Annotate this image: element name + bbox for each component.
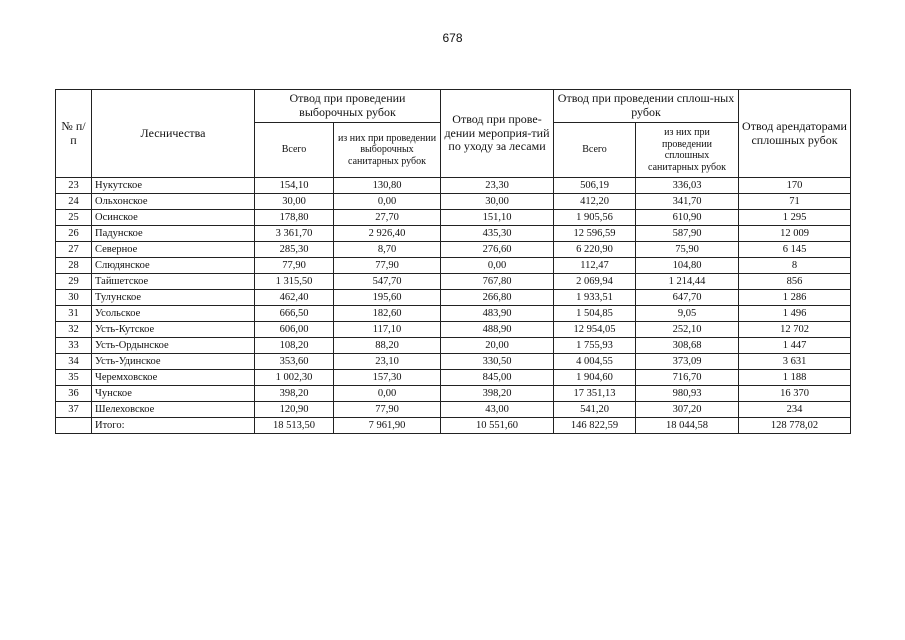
header-clear-group: Отвод при проведении сплош-ных рубок xyxy=(554,90,739,123)
selective-total: 606,00 xyxy=(255,322,334,338)
selective-total: 108,20 xyxy=(255,338,334,354)
selective-sanitary: 157,30 xyxy=(334,370,441,386)
selective-total: 18 513,50 xyxy=(255,418,334,434)
forestry-name: Итого: xyxy=(92,418,255,434)
forestry-allotment-table xyxy=(55,89,851,434)
page-number: 678 xyxy=(442,31,463,45)
header-clear-sanitary: из них при проведении сплошных санитарных рубок xyxy=(636,123,739,178)
row-number: 25 xyxy=(56,210,92,226)
selective-sanitary: 77,90 xyxy=(334,258,441,274)
forestry-name: Тайшетское xyxy=(92,274,255,290)
row-number: 29 xyxy=(56,274,92,290)
forestry-name: Усть-Кутское xyxy=(92,322,255,338)
selective-sanitary: 2 926,40 xyxy=(334,226,441,242)
selective-sanitary: 27,70 xyxy=(334,210,441,226)
care-value: 488,90 xyxy=(441,322,554,338)
header-lessees: Отвод арендаторами сплошных рубок xyxy=(739,90,851,178)
clear-sanitary: 587,90 xyxy=(636,226,739,242)
row-number: 37 xyxy=(56,402,92,418)
header-clear-total: Всего xyxy=(554,123,636,178)
table-body xyxy=(56,178,851,434)
selective-sanitary: 77,90 xyxy=(334,402,441,418)
row-number: 27 xyxy=(56,242,92,258)
clear-total: 2 069,94 xyxy=(554,274,636,290)
selective-total: 285,30 xyxy=(255,242,334,258)
forestry-name: Шелеховское xyxy=(92,402,255,418)
forestry-name: Чунское xyxy=(92,386,255,402)
table-row xyxy=(56,178,851,194)
clear-total: 506,19 xyxy=(554,178,636,194)
care-value: 845,00 xyxy=(441,370,554,386)
selective-sanitary: 195,60 xyxy=(334,290,441,306)
table-row xyxy=(56,290,851,306)
table-row xyxy=(56,274,851,290)
lessees-value: 71 xyxy=(739,194,851,210)
care-value: 483,90 xyxy=(441,306,554,322)
lessees-value: 12 702 xyxy=(739,322,851,338)
selective-sanitary: 8,70 xyxy=(334,242,441,258)
table-row xyxy=(56,242,851,258)
selective-total: 178,80 xyxy=(255,210,334,226)
care-value: 435,30 xyxy=(441,226,554,242)
row-number: 34 xyxy=(56,354,92,370)
lessees-value: 234 xyxy=(739,402,851,418)
clear-sanitary: 308,68 xyxy=(636,338,739,354)
forestry-name: Слюдянское xyxy=(92,258,255,274)
clear-sanitary: 373,09 xyxy=(636,354,739,370)
lessees-value: 128 778,02 xyxy=(739,418,851,434)
lessees-value: 170 xyxy=(739,178,851,194)
row-number: 32 xyxy=(56,322,92,338)
lessees-value: 1 295 xyxy=(739,210,851,226)
clear-sanitary: 336,03 xyxy=(636,178,739,194)
selective-sanitary: 130,80 xyxy=(334,178,441,194)
selective-total: 3 361,70 xyxy=(255,226,334,242)
lessees-value: 856 xyxy=(739,274,851,290)
forestry-name: Усть-Удинское xyxy=(92,354,255,370)
table-row xyxy=(56,226,851,242)
forestry-name: Ольхонское xyxy=(92,194,255,210)
lessees-value: 16 370 xyxy=(739,386,851,402)
row-number xyxy=(56,418,92,434)
selective-total: 1 315,50 xyxy=(255,274,334,290)
clear-total: 112,47 xyxy=(554,258,636,274)
selective-total: 1 002,30 xyxy=(255,370,334,386)
clear-sanitary: 9,05 xyxy=(636,306,739,322)
care-value: 266,80 xyxy=(441,290,554,306)
header-forestry: Лесничества xyxy=(92,90,255,178)
selective-sanitary: 7 961,90 xyxy=(334,418,441,434)
header-selective-total: Всего xyxy=(255,123,334,178)
care-value: 151,10 xyxy=(441,210,554,226)
clear-sanitary: 647,70 xyxy=(636,290,739,306)
lessees-value: 6 145 xyxy=(739,242,851,258)
care-value: 10 551,60 xyxy=(441,418,554,434)
clear-sanitary: 980,93 xyxy=(636,386,739,402)
forestry-name: Падунское xyxy=(92,226,255,242)
row-number: 31 xyxy=(56,306,92,322)
clear-total: 1 904,60 xyxy=(554,370,636,386)
clear-sanitary: 252,10 xyxy=(636,322,739,338)
clear-sanitary: 716,70 xyxy=(636,370,739,386)
clear-sanitary: 18 044,58 xyxy=(636,418,739,434)
care-value: 20,00 xyxy=(441,338,554,354)
care-value: 0,00 xyxy=(441,258,554,274)
care-value: 43,00 xyxy=(441,402,554,418)
lessees-value: 1 496 xyxy=(739,306,851,322)
header-selective-sanitary: из них при проведении выборочных санитарных рубок xyxy=(334,123,441,178)
table-row xyxy=(56,402,851,418)
selective-sanitary: 182,60 xyxy=(334,306,441,322)
clear-sanitary: 104,80 xyxy=(636,258,739,274)
clear-total: 1 755,93 xyxy=(554,338,636,354)
clear-total: 1 905,56 xyxy=(554,210,636,226)
table-row xyxy=(56,322,851,338)
care-value: 23,30 xyxy=(441,178,554,194)
header-num: № п/п xyxy=(56,90,92,178)
clear-sanitary: 307,20 xyxy=(636,402,739,418)
table-row xyxy=(56,370,851,386)
clear-total: 12 596,59 xyxy=(554,226,636,242)
lessees-value: 3 631 xyxy=(739,354,851,370)
selective-sanitary: 117,10 xyxy=(334,322,441,338)
lessees-value: 1 447 xyxy=(739,338,851,354)
forestry-name: Северное xyxy=(92,242,255,258)
clear-total: 4 004,55 xyxy=(554,354,636,370)
table-row xyxy=(56,354,851,370)
clear-total: 146 822,59 xyxy=(554,418,636,434)
care-value: 276,60 xyxy=(441,242,554,258)
clear-total: 412,20 xyxy=(554,194,636,210)
table-row xyxy=(56,194,851,210)
lessees-value: 8 xyxy=(739,258,851,274)
clear-total: 6 220,90 xyxy=(554,242,636,258)
clear-total: 17 351,13 xyxy=(554,386,636,402)
selective-total: 353,60 xyxy=(255,354,334,370)
selective-total: 462,40 xyxy=(255,290,334,306)
selective-total: 398,20 xyxy=(255,386,334,402)
forestry-name: Нукутское xyxy=(92,178,255,194)
row-number: 33 xyxy=(56,338,92,354)
forestry-name: Усть-Ордынское xyxy=(92,338,255,354)
clear-sanitary: 1 214,44 xyxy=(636,274,739,290)
selective-sanitary: 0,00 xyxy=(334,194,441,210)
selective-total: 154,10 xyxy=(255,178,334,194)
row-number: 26 xyxy=(56,226,92,242)
table-row xyxy=(56,386,851,402)
clear-total: 12 954,05 xyxy=(554,322,636,338)
clear-total: 541,20 xyxy=(554,402,636,418)
lessees-value: 1 286 xyxy=(739,290,851,306)
row-number: 23 xyxy=(56,178,92,194)
table-row xyxy=(56,258,851,274)
clear-total: 1 504,85 xyxy=(554,306,636,322)
header-selective-group: Отвод при проведении выборочных рубок xyxy=(255,90,441,123)
selective-sanitary: 0,00 xyxy=(334,386,441,402)
forestry-name: Черемховское xyxy=(92,370,255,386)
forestry-name: Усольское xyxy=(92,306,255,322)
row-number: 28 xyxy=(56,258,92,274)
lessees-value: 12 009 xyxy=(739,226,851,242)
row-number: 24 xyxy=(56,194,92,210)
table-row xyxy=(56,306,851,322)
selective-total: 120,90 xyxy=(255,402,334,418)
table-row xyxy=(56,338,851,354)
total-row xyxy=(56,418,851,434)
care-value: 398,20 xyxy=(441,386,554,402)
care-value: 330,50 xyxy=(441,354,554,370)
lessees-value: 1 188 xyxy=(739,370,851,386)
selective-sanitary: 23,10 xyxy=(334,354,441,370)
care-value: 30,00 xyxy=(441,194,554,210)
selective-total: 77,90 xyxy=(255,258,334,274)
table-row xyxy=(56,210,851,226)
forestry-name: Осинское xyxy=(92,210,255,226)
clear-sanitary: 341,70 xyxy=(636,194,739,210)
row-number: 36 xyxy=(56,386,92,402)
selective-sanitary: 547,70 xyxy=(334,274,441,290)
clear-total: 1 933,51 xyxy=(554,290,636,306)
clear-sanitary: 610,90 xyxy=(636,210,739,226)
table-header xyxy=(56,90,851,178)
clear-sanitary: 75,90 xyxy=(636,242,739,258)
row-number: 35 xyxy=(56,370,92,386)
care-value: 767,80 xyxy=(441,274,554,290)
header-care: Отвод при прове-дении мероприя-тий по уходу за лесами xyxy=(441,90,554,178)
row-number: 30 xyxy=(56,290,92,306)
selective-total: 666,50 xyxy=(255,306,334,322)
selective-sanitary: 88,20 xyxy=(334,338,441,354)
forestry-name: Тулунское xyxy=(92,290,255,306)
selective-total: 30,00 xyxy=(255,194,334,210)
